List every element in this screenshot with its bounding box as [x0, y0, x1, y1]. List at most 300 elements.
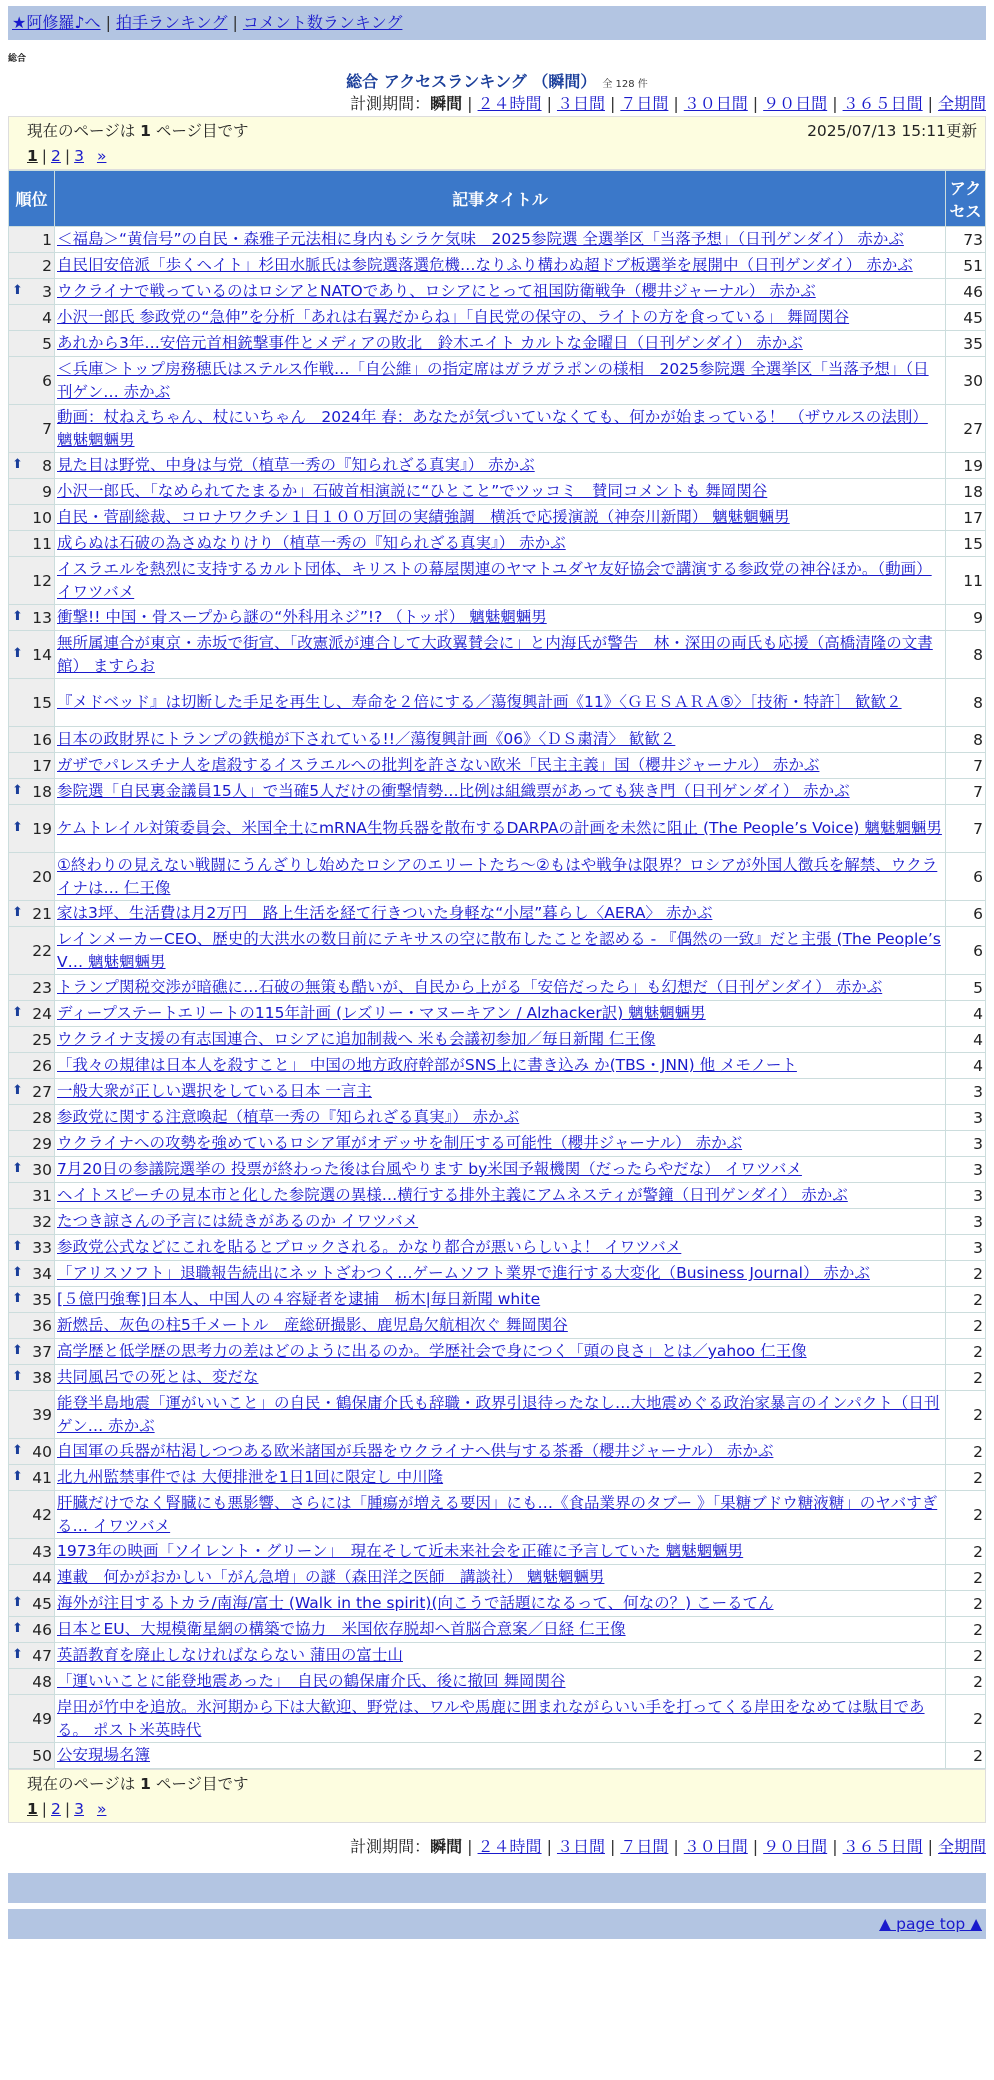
title-cell [55, 1235, 946, 1261]
rank-number: 8 [42, 456, 52, 475]
pager-page-3[interactable]: 3 [74, 147, 85, 165]
article-title-link[interactable]: 衝撃!! 中国・骨スープから謎の“外科用ネジ”!? （トッポ） 魑魅魍魎男 [57, 608, 547, 626]
table-row [9, 557, 986, 605]
table-row [9, 901, 986, 927]
up-arrow-icon: ⬆ [12, 645, 23, 661]
article-title-link[interactable]: ウクライナへの攻勢を強めているロシア軍がオデッサを制圧する可能性（櫻井ジャーナル） 赤かぶ [57, 1134, 743, 1152]
article-title-link[interactable]: 肝臓だけでなく腎臓にも悪影響、さらには「腫瘍が増える要因」にも…《食品業界のタブー 》「果糖ブドウ糖液糖」のヤバすぎる… イワツバメ [57, 1493, 938, 1535]
table-row [9, 631, 986, 679]
title-cell [55, 1313, 946, 1339]
table-row [9, 253, 986, 279]
title-cell [55, 405, 946, 453]
title-cell [55, 1439, 946, 1465]
access-count: 15 [946, 531, 986, 557]
article-title-link[interactable]: 自民・菅副総裁、コロナワクチン１日１００万回の実績強調 横浜で応援演説（神奈川新聞） 魑魅魍魎男 [57, 508, 790, 526]
rank-cell [9, 1391, 55, 1439]
pager-page-1: 1 [27, 147, 38, 165]
rank-number: 16 [32, 730, 52, 749]
table-row [9, 975, 986, 1001]
table-row [9, 1339, 986, 1365]
access-count: 19 [946, 453, 986, 479]
article-title-link[interactable]: 日本の政財界にトランプの鉄槌が下されている!!／蕩復興計画《06》〈ＤＳ粛清〉 歓歓２ [57, 730, 676, 748]
table-row [9, 1491, 986, 1539]
rank-number: 50 [32, 1746, 52, 1765]
table-row [9, 505, 986, 531]
rank-number: 19 [32, 819, 52, 838]
table-row [9, 679, 986, 727]
table-row [9, 853, 986, 901]
access-count: 6 [946, 853, 986, 901]
rank-cell [9, 1465, 55, 1491]
article-title-link[interactable]: 参院選「自民裏金議員15人」で当確5人だけの衝撃情勢…比例は組織票があっても狭き門（日刊ゲンダイ） 赤かぶ [57, 782, 850, 800]
article-title-link[interactable]: [５億円強奪]日本人、中国人の４容疑者を逮捕 栃木|毎日新聞 white [57, 1290, 541, 1308]
access-count: 3 [946, 1209, 986, 1235]
rank-number: 1 [42, 230, 52, 249]
rank-cell [9, 405, 55, 453]
table-row [9, 479, 986, 505]
rank-cell [9, 605, 55, 631]
access-count: 9 [946, 605, 986, 631]
article-title-link[interactable]: ウクライナ支援の有志国連合、ロシアに追加制裁へ 米も会議初参加／毎日新聞 仁王像 [57, 1030, 656, 1048]
title-cell [55, 1027, 946, 1053]
article-title-link[interactable]: 小沢一郎氏 参政党の“急伸”を分析「あれは右翼だからね」「自民党の保守の、ライトの方を食っている」 舞岡関谷 [57, 308, 850, 326]
period-selector: 計測期間：瞬間 | ２４時間 | ３日間 | ７日間 | ３０日間 | ９０日間 | ３６５日間 | 全期間 [350, 94, 986, 113]
table-row [9, 1105, 986, 1131]
access-count: 4 [946, 1001, 986, 1027]
title-cell [55, 1105, 946, 1131]
rank-number: 40 [32, 1442, 52, 1461]
rank-cell [9, 1313, 55, 1339]
period-link-30d[interactable]: ３０日間 [683, 94, 748, 113]
access-count: 2 [946, 1313, 986, 1339]
period-link-365d[interactable]: ３６５日間 [842, 1837, 923, 1856]
title-cell [55, 1131, 946, 1157]
period-link-all[interactable]: 全期間 [937, 1837, 986, 1856]
table-row [9, 1157, 986, 1183]
period-link-365d[interactable]: ３６５日間 [842, 94, 923, 113]
rank-number: 3 [42, 282, 52, 301]
access-count: 18 [946, 479, 986, 505]
article-title-link[interactable]: あれから3年…安倍元首相銃撃事件とメディアの敗北 鈴木エイト カルトな金曜日（日刊ゲンダイ） 赤かぶ [57, 334, 803, 352]
table-row [9, 1391, 986, 1439]
article-title-link[interactable]: ＜兵庫＞トップ房務穂氏はステルス作戦…「自公維」の指定席はガラガラポンの様相 2025参院選 全選挙区「当落予想」（日刊ゲン… 赤かぶ [57, 359, 929, 401]
access-count: 2 [946, 1591, 986, 1617]
article-title-link[interactable]: 小沢一郎氏、「なめられてたまるか」石破首相演説に“ひとこと”でツッコミ 賛同コメントも 舞岡関谷 [57, 482, 768, 500]
rank-number: 12 [32, 571, 52, 590]
rank-number: 10 [32, 508, 52, 527]
access-count: 2 [946, 1539, 986, 1565]
access-count: 73 [946, 227, 986, 253]
rank-cell [9, 1001, 55, 1027]
table-row [9, 805, 986, 853]
rank-cell [9, 505, 55, 531]
table-row [9, 779, 986, 805]
nav-comment-ranking-link[interactable]: コメント数ランキング [242, 13, 403, 32]
up-arrow-icon: ⬆ [12, 1594, 23, 1610]
access-count: 2 [946, 1643, 986, 1669]
page-top-link[interactable]: ▲ page top ▲ [879, 1915, 982, 1933]
access-count: 27 [946, 405, 986, 453]
nav-home-link[interactable]: ★阿修羅♪へ [12, 13, 101, 32]
article-title-link[interactable]: 自民旧安倍派「歩くヘイト」杉田水脈氏は参院選落選危機…なりふり構わぬ超ドブ板選挙を展開中（日刊ゲンダイ） 赤かぶ [57, 256, 913, 274]
article-title-link[interactable]: ディープステートエリートの115年計画 (レズリー・マヌーキアン / Alzhacker訳) 魑魅魍魎男 [57, 1004, 706, 1022]
table-row [9, 1183, 986, 1209]
table-row [9, 1209, 986, 1235]
access-count: 2 [946, 1391, 986, 1439]
access-count: 51 [946, 253, 986, 279]
article-title-link[interactable]: 『メドベッド』は切断した手足を再生し、寿命を２倍にする／蕩復興計画《11》〈ＧＥＳＡＲＡ⑤〉［技術・特許］ 歓歓２ [57, 693, 902, 711]
access-count: 8 [946, 679, 986, 727]
rank-cell [9, 1743, 55, 1769]
title-cell [55, 1209, 946, 1235]
ranking-table [8, 170, 986, 1769]
title-cell [55, 1001, 946, 1027]
rank-cell [9, 1617, 55, 1643]
title-cell [55, 357, 946, 405]
article-title-link[interactable]: 動画：杖ねえちゃん、杖にいちゃん 2024年 春：あなたが気づいていなくても、何かが始まっている！ （ザウルスの法則） 魑魅魍魎男 [57, 407, 928, 449]
table-row [9, 1591, 986, 1617]
table-row [9, 1465, 986, 1491]
rank-number: 32 [32, 1212, 52, 1231]
rank-number: 9 [42, 482, 52, 501]
title-cell [55, 253, 946, 279]
pager-page-2[interactable]: 2 [51, 147, 61, 165]
article-title-link[interactable]: 無所属連合が東京・赤坂で街宣、「改憲派が連合して大政翼賛会に」と内海氏が警告 林・深田の両氏も応援（高橋清隆の文書館） ますらお [57, 633, 933, 675]
table-row [9, 1235, 986, 1261]
title-cell [55, 1391, 946, 1439]
rank-cell [9, 479, 55, 505]
rank-number: 33 [32, 1238, 52, 1257]
table-row [9, 1617, 986, 1643]
up-arrow-icon: ⬆ [12, 782, 23, 798]
period-link-30d[interactable]: ３０日間 [683, 1837, 748, 1856]
total-count: 全 128 件 [602, 79, 648, 90]
title-cell [55, 331, 946, 357]
access-count: 5 [946, 975, 986, 1001]
table-row [9, 331, 986, 357]
rank-cell [9, 1131, 55, 1157]
access-count: 35 [946, 331, 986, 357]
up-arrow-icon: ⬆ [12, 456, 23, 472]
article-title-link[interactable]: 公安現場名簿 [57, 1746, 151, 1764]
rank-number: 17 [32, 756, 52, 775]
rank-number: 7 [42, 419, 52, 438]
pager-page-2[interactable]: 2 [51, 1800, 61, 1818]
bottom-bar [8, 1873, 986, 1903]
rank-cell [9, 357, 55, 405]
access-count: 8 [946, 727, 986, 753]
pager-next[interactable]: » [96, 1800, 107, 1818]
article-title-link[interactable]: 連載 何かがおかしい「がん急増」の謎（森田洋之医師 講談社） 魑魅魍魎男 [57, 1568, 605, 1586]
article-title-link[interactable]: 能登半島地震「運がいいこと」の自民・鶴保庸介氏も辞職・政界引退待ったなし…大地震めぐる政治家暴言のインパクト（日刊ゲン… 赤かぶ [57, 1393, 940, 1435]
table-header-row [9, 171, 986, 227]
rank-cell [9, 727, 55, 753]
period-label: 計測期間： [350, 94, 431, 113]
title-cell [55, 1261, 946, 1287]
rank-number: 14 [32, 645, 52, 664]
title-cell [55, 1053, 946, 1079]
title-cell [55, 1079, 946, 1105]
up-arrow-icon: ⬆ [12, 1342, 23, 1358]
rank-number: 29 [32, 1134, 52, 1153]
rank-cell [9, 1053, 55, 1079]
article-title-link[interactable]: たつき諒さんの予言には続きがあるのか イワツバメ [57, 1212, 419, 1230]
table-row [9, 1439, 986, 1465]
article-title-link[interactable]: ①終わりの見えない戦闘にうんざりし始めたロシアのエリートたち～②もはや戦争は限界？ロシアが外国人徴兵を解禁、ウクライナは… 仁王像 [57, 855, 938, 897]
title-cell [55, 753, 946, 779]
rank-number: 37 [32, 1342, 52, 1361]
article-title-link[interactable]: トランプ関税交渉が暗礁に…石破の無策も酷いが、自民から上がる「安倍だったら」も幻想だ（日刊ゲンダイ） 赤かぶ [57, 978, 883, 996]
article-title-link[interactable]: 成らぬは石破の為さぬなりけり（植草一秀の『知られざる真実』） 赤かぶ [57, 534, 566, 552]
article-title-link[interactable]: ヘイトスピーチの見本市と化した参院選の異様…横行する排外主義にアムネスティが警鐘（日刊ゲンダイ） 赤かぶ [57, 1186, 848, 1204]
rank-cell [9, 975, 55, 1001]
table-row [9, 1053, 986, 1079]
table-row [9, 1261, 986, 1287]
rank-number: 22 [32, 941, 52, 960]
title-cell [55, 805, 946, 853]
article-title-link[interactable]: ガザでパレスチナ人を虐殺するイスラエルへの批判を許さない欧米「民主主義」国（櫻井ジャーナル） 赤かぶ [57, 756, 820, 774]
rank-number: 46 [32, 1620, 52, 1639]
title-cell [55, 479, 946, 505]
article-title-link[interactable]: 参政党公式などにこれを貼るとブロックされる。かなり都合が悪いらしいよ！ イワツバメ [57, 1238, 682, 1256]
pager-status: 現在のページは 1 ページ目です [27, 122, 249, 140]
rank-cell [9, 1209, 55, 1235]
rank-cell [9, 1695, 55, 1743]
period-link-24h[interactable]: ２４時間 [477, 94, 542, 113]
title-cell [55, 927, 946, 975]
title-cell [55, 1287, 946, 1313]
table-row [9, 605, 986, 631]
rank-number: 39 [32, 1405, 52, 1424]
access-count: 3 [946, 1235, 986, 1261]
table-row [9, 227, 986, 253]
title-cell [55, 727, 946, 753]
rank-number: 26 [32, 1056, 52, 1075]
title-cell [55, 1157, 946, 1183]
rank-cell [9, 1669, 55, 1695]
table-row [9, 1565, 986, 1591]
table-row [9, 1669, 986, 1695]
pager-page-1: 1 [27, 1800, 38, 1818]
pager-top: 現在のページは 1 ページ目です 2025/07/13 15:11更新 1 | 2 | 3 » [8, 116, 986, 170]
title-cell [55, 1695, 946, 1743]
article-title-link[interactable]: 「運いいことに能登地震あった」 自民の鶴保庸介氏、後に撤回 舞岡関谷 [57, 1672, 566, 1690]
access-count: 8 [946, 631, 986, 679]
title-cell [55, 1539, 946, 1565]
access-count: 2 [946, 1491, 986, 1539]
table-row [9, 453, 986, 479]
period-link-all[interactable]: 全期間 [937, 94, 986, 113]
up-arrow-icon: ⬆ [12, 1620, 23, 1636]
title-cell [55, 975, 946, 1001]
table-row [9, 531, 986, 557]
rank-number: 20 [32, 867, 52, 886]
article-title-link[interactable]: 一般大衆が正しい選択をしている日本 一言主 [57, 1082, 372, 1100]
title-cell [55, 1743, 946, 1769]
rank-number: 35 [32, 1290, 52, 1309]
rank-number: 23 [32, 978, 52, 997]
pager-page-3[interactable]: 3 [74, 1800, 85, 1818]
title-cell [55, 1591, 946, 1617]
access-count: 2 [946, 1695, 986, 1743]
category-label: 総合 [8, 54, 27, 64]
rank-cell [9, 1365, 55, 1391]
title-cell [55, 279, 946, 305]
title-cell [55, 1617, 946, 1643]
title-cell [55, 305, 946, 331]
rank-cell [9, 1105, 55, 1131]
rank-cell [9, 679, 55, 727]
period-link-7d[interactable]: ７日間 [620, 1837, 669, 1856]
up-arrow-icon: ⬆ [12, 1468, 23, 1484]
up-arrow-icon: ⬆ [12, 1368, 23, 1384]
table-row [9, 927, 986, 975]
table-row [9, 1287, 986, 1313]
table-row [9, 727, 986, 753]
access-count: 2 [946, 1439, 986, 1465]
table-row [9, 357, 986, 405]
table-row [9, 1695, 986, 1743]
article-title-link[interactable]: イスラエルを熱烈に支持するカルト団体、キリストの幕屋関連のヤマトユダヤ友好協会で講演する参政党の神谷ほか。（動画） イワツバメ [57, 559, 932, 601]
article-title-link[interactable]: 「我々の規律は日本人を殺すこと」 中国の地方政府幹部がSNS上に書き込み か(TBS・JNN) 他 メモノート [57, 1056, 797, 1074]
table-row [9, 1539, 986, 1565]
updated-timestamp: 2025/07/13 15:11更新 [807, 122, 977, 140]
up-arrow-icon: ⬆ [12, 1082, 23, 1098]
title-cell [55, 631, 946, 679]
article-title-link[interactable]: 岸田が竹中を追放。氷河期から下は大歓迎、野党は、ワルや馬鹿に囲まれながらいい手を打ってくる岸田をなめては駄目である。 ポスト米英時代 [57, 1697, 925, 1739]
rank-cell [9, 1643, 55, 1669]
article-title-link[interactable]: ウクライナで戦っているのはロシアとNATOであり、ロシアにとって祖国防衛戦争（櫻井ジャーナル） 赤かぶ [57, 282, 816, 300]
rank-cell [9, 253, 55, 279]
up-arrow-icon: ⬆ [12, 1290, 23, 1306]
rank-number: 4 [42, 308, 52, 327]
article-title-link[interactable]: 日本とEU、大規模衛星網の構築で協力 米国依存脱却へ首脳合意案／日経 仁王像 [57, 1620, 626, 1638]
ranking-table-body [9, 227, 986, 1769]
article-title-link[interactable]: ケムトレイル対策委員会、米国全土にmRNA生物兵器を散布するDARPAの計画を未然に阻止 (The People’s Voice) 魑魅魍魎男 [57, 819, 942, 837]
nav-separator: | [232, 13, 238, 32]
rank-cell [9, 305, 55, 331]
top-nav [8, 6, 986, 40]
article-title-link[interactable]: 1973年の映画「ソイレント・グリーン」 現在そして近未来社会を正確に予言していた 魑魅魍魎男 [57, 1542, 744, 1560]
rank-cell [9, 1439, 55, 1465]
rank-cell [9, 1591, 55, 1617]
rank-number: 44 [32, 1568, 52, 1587]
period-link-90d[interactable]: ９０日間 [763, 1837, 828, 1856]
title-cell [55, 1465, 946, 1491]
rank-number: 27 [32, 1082, 52, 1101]
header-access: アクセス [946, 171, 986, 227]
access-count: 2 [946, 1465, 986, 1491]
up-arrow-icon: ⬆ [12, 1442, 23, 1458]
table-row [9, 1131, 986, 1157]
table-row [9, 279, 986, 305]
access-count: 2 [946, 1287, 986, 1313]
article-title-link[interactable]: 共同風呂での死とは、変だな [57, 1368, 259, 1386]
access-count: 3 [946, 1183, 986, 1209]
title-cell [55, 853, 946, 901]
rank-number: 21 [32, 904, 52, 923]
rank-number: 13 [32, 608, 52, 627]
pager-next[interactable]: » [96, 147, 107, 165]
access-count: 3 [946, 1131, 986, 1157]
article-title-link[interactable]: 自国軍の兵器が枯渇しつつある欧米諸国が兵器をウクライナへ供与する茶番（櫻井ジャーナル） 赤かぶ [57, 1442, 774, 1460]
period-selector-bottom: 計測期間：瞬間 | ２４時間 | ３日間 | ７日間 | ３０日間 | ９０日間 | ３６５日間 | 全期間 [350, 1837, 986, 1856]
page-title-row [8, 72, 986, 92]
period-link-3d[interactable]: ３日間 [556, 1837, 605, 1856]
table-row [9, 305, 986, 331]
access-count: 6 [946, 901, 986, 927]
article-title-link[interactable]: 参政党に関する注意喚起（植草一秀の『知られざる真実』） 赤かぶ [57, 1108, 520, 1126]
rank-number: 30 [32, 1160, 52, 1179]
header-title: 記事タイトル [55, 171, 946, 227]
period-link-3d[interactable]: ３日間 [556, 94, 605, 113]
rank-number: 11 [32, 534, 52, 553]
nav-separator: | [105, 13, 111, 32]
access-count: 2 [946, 1565, 986, 1591]
title-cell [55, 1339, 946, 1365]
pager-bottom: 現在のページは 1 ページ目です 1 | 2 | 3 » [8, 1769, 986, 1823]
title-cell [55, 1365, 946, 1391]
period-link-90d[interactable]: ９０日間 [763, 94, 828, 113]
access-count: 7 [946, 805, 986, 853]
article-title-link[interactable]: 北九州監禁事件では 大便排泄を1日1回に限定し 中川隆 [57, 1468, 444, 1486]
nav-clap-ranking-link[interactable]: 拍手ランキング [115, 13, 228, 32]
article-title-link[interactable]: 家は3坪、生活費は月2万円 路上生活を経て行きついた身軽な“小屋”暮らし〈AERA〉 赤かぶ [57, 904, 713, 922]
table-row [9, 1643, 986, 1669]
up-arrow-icon: ⬆ [12, 1238, 23, 1254]
rank-cell [9, 531, 55, 557]
access-count: 4 [946, 1053, 986, 1079]
rank-cell [9, 779, 55, 805]
article-title-link[interactable]: レインメーカーCEO、歴史的大洪水の数日前にテキサスの空に散布したことを認める - 『偶然の一致』だと主張 (The People’s V… 魑魅魍魎男 [57, 929, 941, 971]
table-row [9, 1027, 986, 1053]
article-title-link[interactable]: ＜福島＞“黄信号”の自民・森雅子元法相に身内もシラケ気味 2025参院選 全選挙区「当落予想」（日刊ゲンダイ） 赤かぶ [57, 230, 904, 248]
rank-number: 43 [32, 1542, 52, 1561]
period-link-7d[interactable]: ７日間 [620, 94, 669, 113]
title-cell [55, 453, 946, 479]
period-current: 瞬間 [430, 94, 463, 113]
rank-number: 42 [32, 1505, 52, 1524]
rank-number: 48 [32, 1672, 52, 1691]
pager-status: 現在のページは 1 ページ目です [27, 1775, 249, 1793]
rank-number: 6 [42, 371, 52, 390]
article-title-link[interactable]: 海外が注目するトカラ/南海/富士 (Walk in the spirit)(向こうで話題になるって、何なの？) こーるてん [57, 1594, 774, 1612]
rank-number: 47 [32, 1646, 52, 1665]
access-count: 3 [946, 1157, 986, 1183]
access-count: 2 [946, 1339, 986, 1365]
rank-number: 36 [32, 1316, 52, 1335]
rank-cell [9, 331, 55, 357]
title-cell [55, 505, 946, 531]
article-title-link[interactable]: 新燃岳、灰色の柱5千メートル 産総研撮影、鹿児島欠航相次ぐ 舞岡関谷 [57, 1316, 568, 1334]
up-arrow-icon: ⬆ [12, 1004, 23, 1020]
article-title-link[interactable]: 見た目は野党、中身は与党（植草一秀の『知られざる真実』） 赤かぶ [57, 456, 535, 474]
rank-number: 31 [32, 1186, 52, 1205]
access-count: 3 [946, 1079, 986, 1105]
article-title-link[interactable]: 高学歴と低学歴の思考力の差はどのように出るのか。学歴社会で身につく「頭の良さ」とは／yahoo 仁王像 [57, 1342, 807, 1360]
article-title-link[interactable]: 7月20日の参議院選挙の 投票が終わった後は台風やります by米国予報機関（だったらやだな） イワツバメ [57, 1160, 802, 1178]
access-count: 4 [946, 1027, 986, 1053]
article-title-link[interactable]: 「アリスソフト」退職報告続出にネットざわつく…ゲームソフト業界で進行する大変化（Business Journal） 赤かぶ [57, 1264, 870, 1282]
rank-cell [9, 1079, 55, 1105]
article-title-link[interactable]: 英語教育を廃止しなければならない 蒲田の富士山 [57, 1646, 403, 1664]
rank-cell [9, 853, 55, 901]
up-arrow-icon: ⬆ [12, 1264, 23, 1280]
period-link-24h[interactable]: ２４時間 [477, 1837, 542, 1856]
title-cell [55, 1643, 946, 1669]
access-count: 2 [946, 1669, 986, 1695]
access-count: 30 [946, 357, 986, 405]
